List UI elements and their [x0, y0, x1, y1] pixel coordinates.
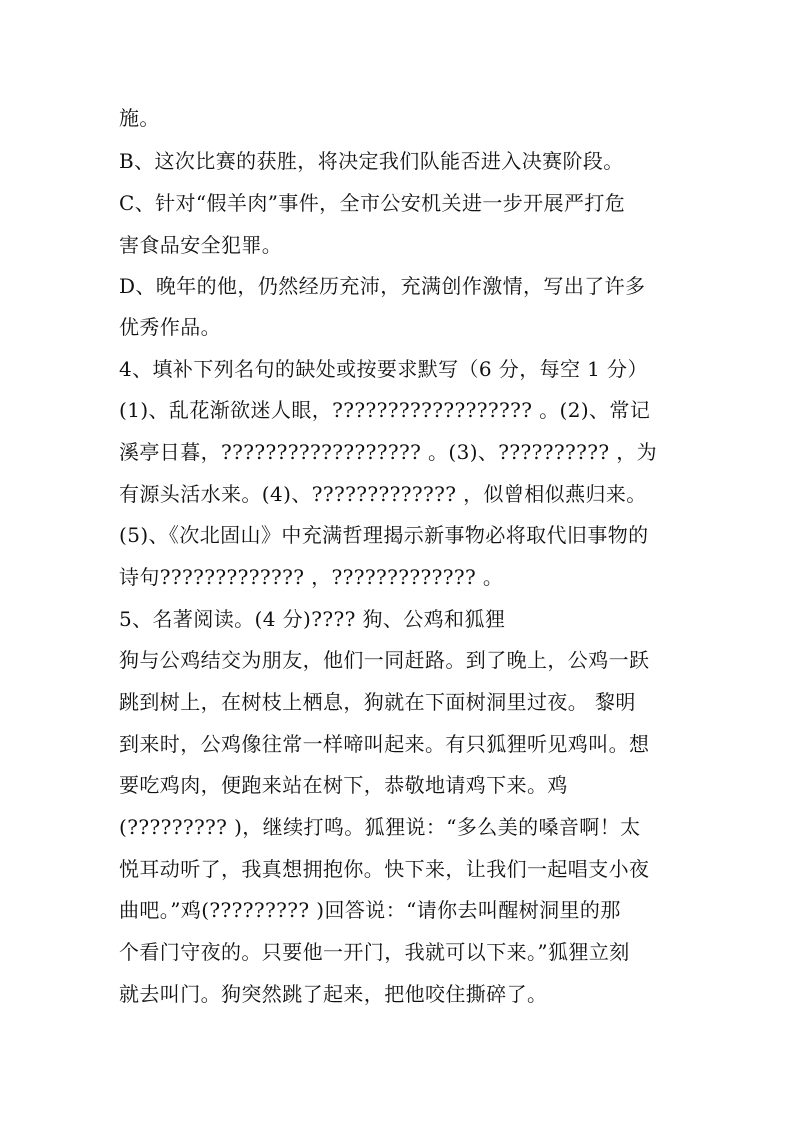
text-line: 要吃鸡肉，便跑来站在树下，恭敬地请鸡下来。鸡 [119, 773, 568, 797]
text-line: C、针对“假羊肉”事件，全市公安机关进一步开展严打危 [119, 191, 626, 215]
text-line: 悦耳动听了，我真想拥抱你。快下来，让我们一起唱支小夜 [119, 857, 650, 881]
text-line: (5)、《次北固山》中充满哲理揭示新事物必将取代旧事物的 [119, 523, 649, 547]
text-line: (????????? )，继续打鸣。狐狸说：“多么美的嗓音啊！太 [119, 815, 641, 839]
text-line: 施。 [119, 106, 160, 130]
text-line: 优秀作品。 [119, 315, 221, 339]
text-line: 个看门守夜的。只要他一开门，我就可以下来。”狐狸立刻 [119, 940, 630, 964]
text-line: 5、名著阅读。(4 分)???? 狗、公鸡和狐狸 [119, 607, 506, 631]
text-line: 有源头活水来。(4)、????????????? ，似曾相似燕归来。 [119, 482, 647, 506]
text-line: 诗句????????????? ，????????????? 。 [119, 565, 504, 589]
text-line: 到来时，公鸡像往常一样啼叫起来。有只狐狸听见鸡叫。想 [119, 732, 650, 756]
text-line: 溪亭日暮，?????????????????? 。(3)、?????????? ，为 [119, 440, 658, 464]
text-line: (1)、乱花渐欲迷人眼，?????????????????? 。(2)、常记 [119, 398, 651, 422]
text-line: B、这次比赛的获胜，将决定我们队能否进入决赛阶段。 [119, 149, 624, 173]
text-line: 就去叫门。狗突然跳了起来，把他咬住撕碎了。 [119, 982, 548, 1006]
text-line: 狗与公鸡结交为朋友，他们一同赶路。到了晚上，公鸡一跃 [119, 648, 650, 672]
text-line: 跳到树上，在树枝上栖息，狗就在下面树洞里过夜。 黎明 [119, 690, 636, 714]
text-line: D、晚年的他，仍然经历充沛，充满创作激情，写出了许多 [119, 274, 646, 298]
text-line: 害食品安全犯罪。 [119, 233, 283, 257]
text-line: 曲吧。”鸡(????????? )回答说：“请你去叫醒树洞里的那 [119, 898, 621, 922]
text-line: 4、填补下列名句的缺处或按要求默写（6 分，每空 1 分） [119, 357, 648, 381]
